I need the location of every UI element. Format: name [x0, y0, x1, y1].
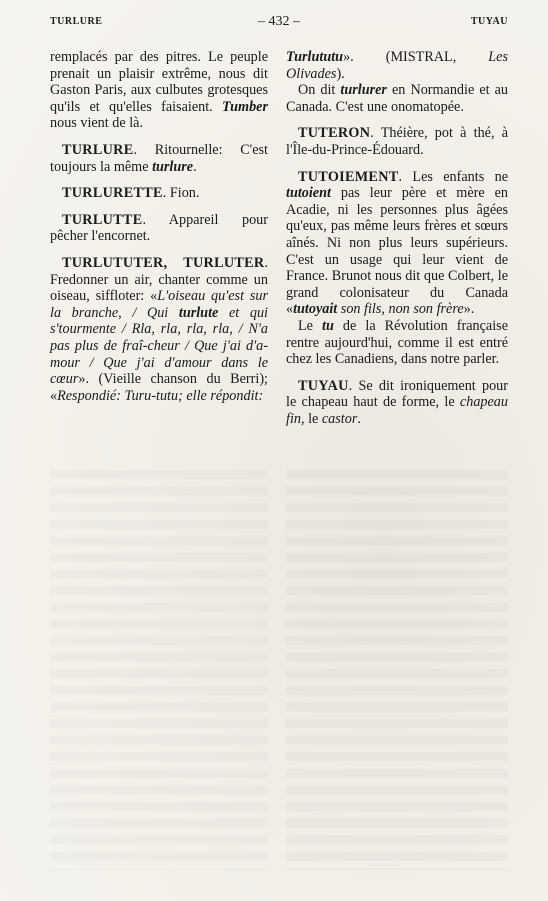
entry-paragraph: Le tu de la Révolution française rentre aujourd'hui, comme il est entré chez les Canadiens, dans notre parler. [286, 317, 508, 368]
headword: TURLUTTE [62, 211, 143, 228]
headword: TURLUTUTER, TURLUTER [62, 254, 265, 271]
entry-turlure: TURLURE. Ritournelle: C'est toujours la même turlure. [50, 141, 268, 175]
running-header [50, 14, 508, 34]
headword: TUTOIEMENT [298, 168, 399, 185]
bleed-through-right [286, 470, 508, 870]
bleed-through-left [50, 470, 268, 870]
headword: TURLURE [62, 141, 134, 158]
entry-continuation: remplacés par des pitres. Le peuple prenait un plaisir extrême, nous dit Gaston Paris, aux culbutes grotesques qu'ils et qu'elles faisaient. Tumber nous vient de là. [50, 49, 268, 132]
running-head-right: TUYAU [470, 16, 508, 27]
headword: TURLURETTE [62, 185, 163, 202]
entry-turlututer: TURLUTUTER, TURLUTER. Fredonner un air, chanter comme un oiseau, siffloter: «L'oiseau qu'est sur la branche, / Qui turlute et qui s'tourmente / Rla, rla, rla, rla, / N'a pas plus de fraî-cheur / Que j'ai d'a-mour / Que j'ai d'amour dans le cœur». (Vieille chanson du Berri); «Respondié: Turu-tutu; elle répondit: [50, 254, 268, 404]
running-head-left: TURLURE [50, 16, 103, 27]
entry-continuation: Turlututu». (MISTRAL, Les Olivades). [286, 49, 508, 82]
entry-tutoiement: TUTOIEMENT. Les enfants ne tutoient pas leur père et mère en Acadie, ni les personnes plus âgées qu'eux, pas même leurs frères et sœurs aînés. Ni non plus leurs supérieurs. C'est un usage qui leur vient de France. Brunot nous dit que Colbert, le grand colonisateur du Canada «tutoyait son fils, non son frère». [286, 168, 508, 318]
entry-tuteron: TUTERON. Théière, pot à thé, à l'Île-du-Prince-Édouard. [286, 125, 508, 158]
left-column [50, 49, 268, 404]
right-column [286, 49, 508, 427]
headword: TUYAU [298, 377, 349, 394]
entry-turlurette: TURLURETTE. Fion. [62, 185, 200, 202]
headword: TUTERON [298, 125, 371, 142]
entry-tuyau: TUYAU. Se dit ironiquement pour le chapeau haut de forme, le chapeau fin, le castor. [286, 377, 508, 427]
entry-paragraph: On dit turlurer en Normandie et au Canada. C'est une onomatopée. [286, 82, 508, 115]
entry-turlutte: TURLUTTE. Appareil pour pêcher l'encornet. [50, 211, 268, 245]
page-number: – 432 – [258, 14, 300, 29]
